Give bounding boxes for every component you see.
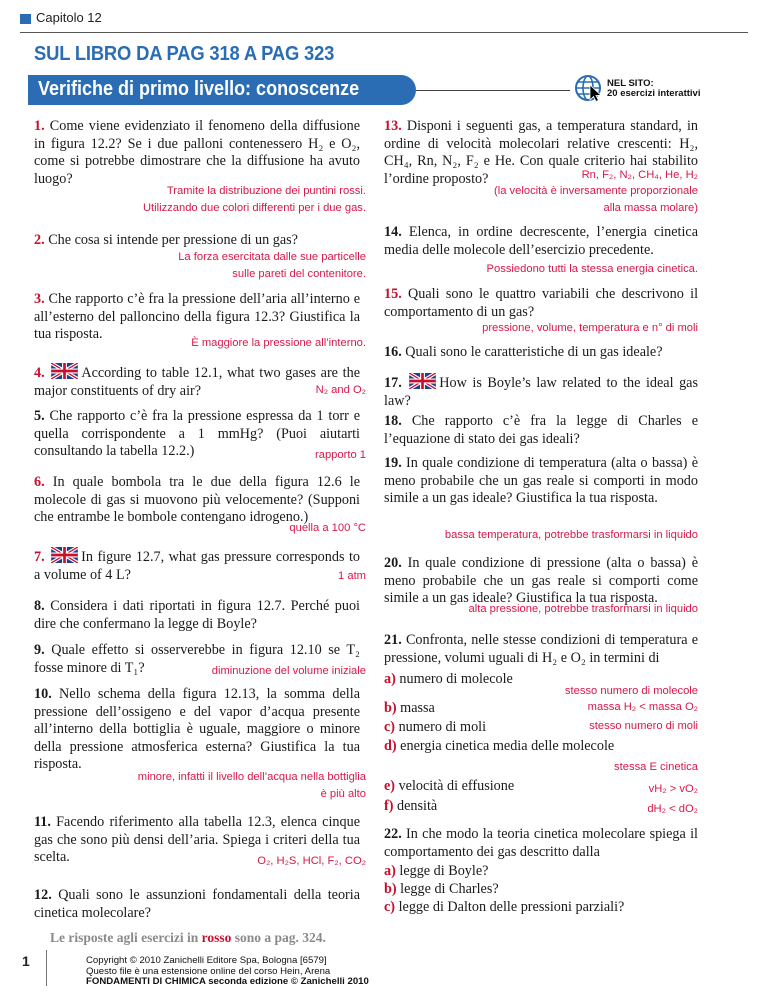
exercise-text: In quale condizione di pressione (alta o bassa) è meno probabile che un gas reale si comporti come simile a un gas ideale? Giustifica la tua risposta. [384,555,699,606]
exercise-text: Che rapporto c’è fra la legge di Charles e l’equazione di stato dei gas ideali? [384,413,698,447]
sub-item-label: b) [384,700,397,716]
globe-icon[interactable] [574,74,602,102]
exercise-text: In figure 12.7, what gas pressure corresponds to a volume of 4 L? [34,549,360,583]
exercise-text: In quale condizione di temperatura (alta o bassa) è meno probabile che un gas reale si comporti in modo simile a un gas ideale? Giustifica la tua risposta. [384,455,698,506]
exercise-answer: alta pressione, potrebbe trasformarsi in liquido [468,603,698,615]
sub-item-answer: stesso numero di molecole [564,685,698,697]
sub-item-answer: vH₂ > vO₂ [648,783,698,795]
sub-item-answer: stesso numero di moli [589,720,698,732]
sub-item-label: a) [384,671,396,687]
sub-item-label: c) [384,899,396,915]
site-label[interactable] [607,79,700,99]
exercise-text: Quale effetto si osserverebbe in figura 12.10 se T₂ fosse minore di T₁? [34,642,360,676]
exercise-answer: quella a 100 °C [289,522,366,534]
sub-item-text: energia cinetica media delle molecole [400,738,615,754]
answers-note-pre: Le risposte agli esercizi in [50,930,199,945]
exercise-answer: Rn, F₂, N₂, CH₄, He, H₂ [581,169,698,181]
sub-item-label: d) [384,738,397,754]
chapter-label: Capitolo 12 [36,10,102,25]
sub-item-label: f) [384,798,394,814]
page-number: 1 [22,953,30,969]
exercise-answer: O₂, H₂S, HCl, F₂, CO₂ [257,855,366,867]
sub-item-text: legge di Dalton delle pressioni parziali? [398,899,625,915]
exercise-20 [384,555,698,608]
answers-note-red: rosso [201,930,232,945]
exercise-1 [34,118,360,188]
exercise-text: How is Boyle’s law related to the ideal gas law? [384,375,698,409]
exercise-text: Quali sono le quattro variabili che descrivono il comportamento di un gas? [384,286,699,320]
exercise-18 [384,413,698,448]
chapter-marker [20,14,31,24]
exercise-text: Disponi i seguenti gas, a temperatura standard, in ordine di velocità molecolari relative crescenti: H₂, CH₄, Rn, N₂, F₂ e He. Con quale criterio hai stabilito l’ordine proposto? [384,118,698,187]
exercise-17 [384,373,698,410]
uk-flag-icon [51,547,78,563]
exercise-number: 20. [384,555,402,571]
exercise-6 [34,474,360,527]
sub-item-answer: stessa E cinetica [614,761,698,773]
exercise-text: Quali sono le caratteristiche di un gas ideale? [405,344,663,360]
exercise-text: In quale bombola tra le due della figura 12.6 le molecole di gas si muovono più velocemente? (Supponi che entrambe le bombole contengano idrogeno.) [34,474,360,525]
sub-item [384,899,698,917]
exercise-answer: Tramite la distribuzione dei puntini rossi. [166,185,366,197]
exercise-number: 12. [34,887,52,903]
sub-item-answer: dH₂ < dO₂ [647,803,698,815]
sub-item-answer: massa H₂ < massa O₂ [587,701,698,713]
copyright-line-3: FONDAMENTI DI CHIMICA seconda edizione © Zanichelli 2010 [86,976,369,987]
exercise-number: 2. [34,232,45,248]
answers-note-post: sono a pag. 324. [234,930,326,945]
uk-flag-icon [51,363,78,379]
exercise-answer: pressione, volume, temperatura e n° di moli [482,322,698,334]
exercise-number: 1. [34,118,45,134]
exercise-answer: alla massa molare) [603,202,698,214]
footer-rule [46,950,47,986]
exercise-text: Che rapporto c’è fra la pressione dell’aria all’interno e all’esterno del palloncino della figura 12.3? Giustifica la tua risposta. [34,291,361,342]
exercise-number: 10. [34,686,52,702]
exercise-10 [34,686,360,774]
exercise-12 [34,887,360,922]
exercise-text: Che cosa si intende per pressione di un gas? [48,232,298,248]
exercise-answer: Utilizzando due colori differenti per i due gas. [142,202,366,214]
exercise-text: According to table 12.1, what two gases are the major constituents of dry air? [34,365,361,399]
sub-item [384,738,698,756]
exercise-number: 22. [384,826,402,842]
sub-item-label: a) [384,863,396,879]
exercise-answer: 1 atm [338,570,366,582]
exercise-number: 4. [34,365,45,381]
copyright [86,956,369,988]
exercise-number: 11. [34,814,51,830]
exercise-answer: N₂ and O₂ [315,384,366,396]
exercise-2 [34,232,360,250]
header-rule [20,32,748,33]
exercise-number: 18. [384,413,402,429]
exercise-answer: bassa temperatura, potrebbe trasformarsi in liquido [444,529,698,541]
exercise-answer: diminuzione del volume iniziale [211,665,366,677]
exercise-21 [384,632,698,667]
exercise-number: 7. [34,549,45,565]
sub-item [384,863,698,881]
exercise-text: Come viene evidenziato il fenomeno della diffusione in figura 12.2? Se i due palloni contenessero H₂ e O₂, come si potrebbe dimostrare che la diffusione ha avuto luogo? [34,118,360,187]
sub-item-text: legge di Boyle? [399,863,489,879]
exercise-number: 9. [34,642,45,658]
exercise-answer: Possiedono tutti la stessa energia cinetica. [486,263,698,275]
exercise-text: Elenca, in ordine decrescente, l’energia cinetica media delle molecole dell’esercizio precedente. [384,224,699,258]
site-label-title: NEL SITO: [607,78,654,89]
exercise-8 [34,598,360,633]
exercise-text: In che modo la teoria cinetica molecolare spiega il comportamento dei gas descritto dalla [384,826,698,860]
exercise-number: 8. [34,598,45,614]
sub-item-label: c) [384,719,396,735]
section-title: Verifiche di primo livello: conoscenze [38,78,360,100]
sub-item-label: e) [384,778,396,794]
exercise-text: Confronta, nelle stesse condizioni di temperatura e pressione, volumi uguali di H₂ e O₂ in termini di [384,632,699,666]
copyright-line-2: Questo file è una estensione online del corso Hein, Arena [86,965,331,977]
sub-item-label: b) [384,881,397,897]
exercise-22 [384,826,698,861]
sub-item-text: massa [400,700,435,716]
sub-item-text: densità [397,798,438,814]
exercise-answer: È maggiore la pressione all’interno. [191,337,366,349]
exercise-15 [384,286,698,321]
exercise-14 [384,224,698,259]
exercise-text: Considera i dati riportati in figura 12.7. Perché puoi dire che confermano la legge di Boyle? [34,598,361,632]
exercise-answer: La forza esercitata dalle sue particelle [178,251,366,263]
sub-item-text: velocità di effusione [398,778,515,794]
sub-item-text: legge di Charles? [400,881,499,897]
pages-title: SUL LIBRO DA PAG 318 A PAG 323 [34,43,335,65]
uk-flag-icon [409,373,436,389]
exercise-number: 14. [384,224,402,240]
exercise-16 [384,344,698,362]
sub-item-text: numero di molecole [399,671,513,687]
exercise-answer: è più alto [320,788,366,800]
banner-rule [416,90,570,91]
exercise-number: 15. [384,286,402,302]
exercise-text: Quali sono le assunzioni fondamentali della teoria cinetica molecolare? [34,887,361,921]
exercise-19 [384,455,698,508]
exercise-text: Nello schema della figura 12.13, la somma della pressione dell’ossigeno e del vapor d’acqua presente all’interno della bottiglia è uguale, maggiore o minore della pressione atmosferica esterna? Giustifica la tua risposta. [34,686,360,772]
exercise-answer: minore, infatti il livello dell’acqua nella bottiglia [137,771,366,783]
exercise-number: 5. [34,408,45,424]
exercise-answer: sulle pareti del contenitore. [232,268,366,280]
sub-item-text: numero di moli [398,719,487,735]
exercise-number: 6. [34,474,45,490]
exercise-answer: rapporto 1 [315,449,366,461]
exercise-number: 13. [384,118,402,134]
exercise-text: Facendo riferimento alla tabella 12.3, elenca cinque gas che sono più densi dell’aria. Spiega i criteri della tua scelta. [34,814,361,865]
answers-note [50,930,326,946]
exercise-number: 19. [384,455,402,471]
exercise-number: 3. [34,291,45,307]
copyright-line-1: Copyright © 2010 Zanichelli Editore Spa, Bologna [6579] [86,955,327,966]
sub-item [384,881,698,899]
exercise-number: 21. [384,632,402,648]
exercise-answer: (la velocità è inversamente proporzionale [494,185,698,197]
exercise-text: Che rapporto c’è fra la pressione espressa da 1 torr e quella corrispondente a 1 mmHg? (Puoi aiutarti consultando la tabella 12.2.) [34,408,360,459]
exercise-number: 16. [384,344,402,360]
site-label-desc: 20 esercizi interattivi [607,88,701,99]
exercise-number: 17. [384,375,402,391]
